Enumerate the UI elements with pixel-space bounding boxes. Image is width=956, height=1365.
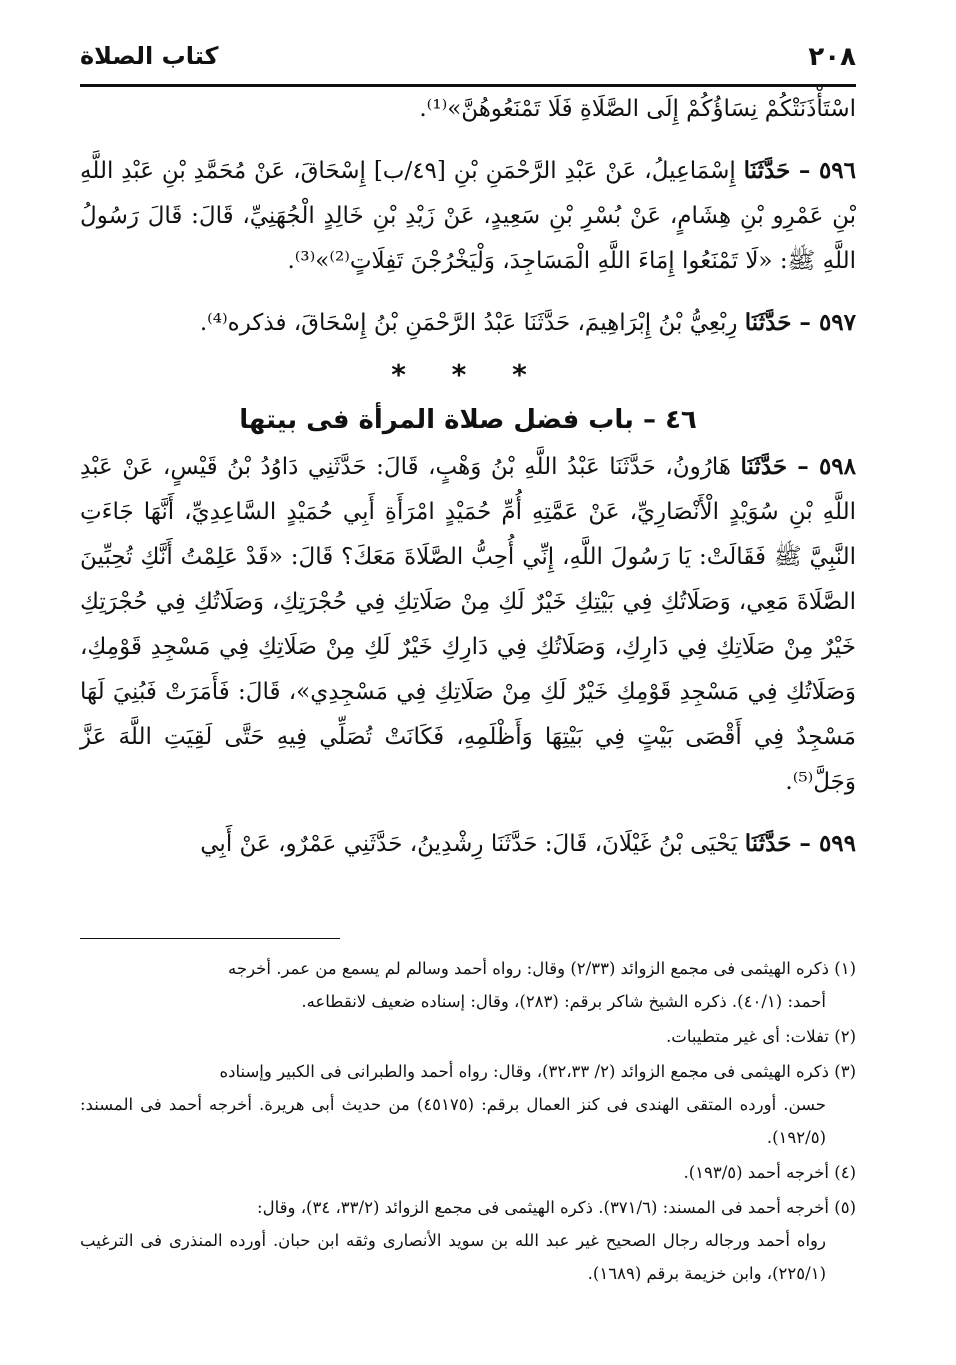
- hadith-598: [80, 444, 856, 805]
- footnote-text: تفلات: أى غير متطيبات.: [666, 1027, 835, 1046]
- hadith-597: [80, 300, 856, 346]
- footnote-marker: (٤): [834, 1163, 856, 1182]
- footnote-3: [80, 1055, 856, 1154]
- hadith-599: [80, 821, 856, 867]
- footnote-continuation: رواه أحمد ورجاله رجال الصحيح غير عبد الله بن سويد الأنصارى وثقه ابن حبان. أورده المنذرى فى الترغيب (٢٢٥/١)، وابن خزيمة برقم (١٦٨٩).: [80, 1231, 826, 1283]
- paragraph-continuation: [80, 87, 856, 132]
- hadith-text-598: هَارُونُ، حَدَّثَنَا عَبْدُ اللَّهِ بْنُ وَهْبٍ، قَالَ: حَدَّثَنِي دَاوُدُ بْنُ قَيْسٍ، عَنْ عَبْدِ اللَّهِ بْنِ سُوَيْدٍ الْأَنْصَارِيِّ، عَنْ عَمَّتِهِ أُمِّ حُمَيْدٍ امْرَأَةِ أَبِي حُمَيْدٍ السَّاعِدِيِّ، أَنَّهَا جَاءَتِ النَّبِيَّ ﷺ فَقَالَتْ: يَا رَسُولَ اللَّهِ، إِنِّي أُحِبُّ الصَّلَاةَ مَعَكَ؟ قَالَ: «قَدْ عَلِمْتُ أَنَّكِ تُحِبِّينَ الصَّلَاةَ مَعِي، وَصَلَاتُكِ فِي بَيْتِكِ خَيْرٌ لَكِ مِنْ صَلَاتِكِ فِي حُجْرَتِكِ، وَصَلَاتُكِ فِي حُجْرَتِكِ خَيْرٌ مِنْ صَلَاتِكِ فِي دَارِكِ، وَصَلَاتُكِ فِي دَارِكِ خَيْرٌ لَكِ مِنْ صَلَاتِكِ فِي مَسْجِدِ قَوْمِكِ، وَصَلَاتُكِ فِي مَسْجِدِ قَوْمِكِ خَيْرٌ لَكِ مِنْ صَلَاتِكِ فِي مَسْجِدِي»، قَالَ: فَأَمَرَتْ فَبُنِيَ لَهَا مَسْجِدٌ فِي أَقْصَى بَيْتٍ فِي بَيْتِهَا وَأَظْلَمِهِ، فَكَانَتْ تُصَلِّي فِيهِ حَتَّى لَقِيَتِ اللَّهَ عَزَّ وَجَلَّ⁽⁵⁾.: [80, 454, 856, 795]
- hadith-number-596: ٥٩٦ – حَدَّثَنَا: [743, 157, 856, 184]
- footnote-text: أخرجه أحمد (١٩٣/٥).: [683, 1163, 835, 1182]
- hadith-number-597: ٥٩٧ – حَدَّثَنَا: [744, 309, 856, 336]
- footnote-text: أخرجه أحمد فى المسند: (٣٧١/٦). ذكره الهيثمى فى مجمع الزوائد (٣٣/٢، ٣٤)، وقال:: [257, 1198, 835, 1217]
- hadith-text-599: يَحْيَى بْنُ غَيْلَانَ، قَالَ: حَدَّثَنَا رِشْدِينُ، حَدَّثَنِي عَمْرٌو، عَنْ أَبِي: [200, 831, 745, 857]
- book-title: كتاب الصلاة: [80, 42, 219, 70]
- footnote-5: [80, 1191, 856, 1290]
- footnote-continuation: حسن. أورده المتقى الهندى فى كنز العمال برقم: (٤٥١٧٥) من حديث أبى هريرة. أخرجه أحمد فى المسند: (١٩٢/٥).: [80, 1095, 826, 1147]
- section-stars: * * *: [391, 358, 545, 391]
- hadith-596: [80, 148, 856, 284]
- hadith-number-598: ٥٩٨ – حَدَّثَنَا: [740, 453, 857, 480]
- book-page: [80, 36, 856, 1336]
- footnote-marker: (٥): [834, 1198, 856, 1217]
- hadith-text-597: رِبْعِيُّ بْنُ إِبْرَاهِيمَ، حَدَّثَنَا عَبْدُ الرَّحْمَنِ بْنُ إِسْحَاقَ، فذكره⁽⁴⁾.: [199, 310, 745, 336]
- continuation-text: اسْتَأْذَنَتْكُمْ نِسَاؤُكُمْ إِلَى الصَّلَاةِ فَلَا تَمْنَعُوهُنَّ»⁽¹⁾.: [419, 96, 856, 122]
- footnote-1: [80, 952, 856, 1018]
- hadith-number-599: ٥٩٩ – حَدَّثَنَا: [744, 830, 856, 857]
- footnote-marker: (١): [834, 959, 856, 978]
- footnote-marker: (٢): [834, 1027, 856, 1046]
- footnote-text: ذكره الهيثمى فى مجمع الزوائد (٢/ ٣٢،٣٣)، وقال: رواه أحمد والطبرانى فى الكبير وإسناده: [219, 1062, 835, 1081]
- page-number: ٢٠٨: [808, 42, 856, 72]
- hadith-text-596: إِسْمَاعِيلُ، عَنْ عَبْدِ الرَّحْمَنِ بْنِ [٤٩/ب] إِسْحَاقَ، عَنْ مُحَمَّدِ بْنِ عَبْدِ اللَّهِ بْنِ عَمْرِو بْنِ هِشَامٍ، عَنْ بُسْرِ بْنِ سَعِيدٍ، عَنْ زَيْدِ بْنِ خَالِدٍ الْجُهَنِيِّ، قَالَ: قَالَ رَسُولُ اللَّهِ ﷺ: «لَا تَمْنَعُوا إِمَاءَ اللَّهِ الْمَسَاجِدَ، وَلْيَخْرُجْنَ تَفِلَاتٍ⁽²⁾»⁽³⁾.: [80, 158, 856, 274]
- chapter-title: ٤٦ – باب فضل صلاة المرأة فى بيتها: [239, 405, 697, 435]
- footnote-separator: [80, 938, 340, 939]
- main-text: [80, 87, 856, 867]
- footnote-marker: (٣): [834, 1062, 856, 1081]
- footnote-2: [80, 1020, 856, 1053]
- footnote-continuation: أحمد: (٤٠/١). ذكره الشيخ شاكر برقم: (٢٨٣)، وقال: إسناده ضعيف لانقطاعه.: [301, 992, 826, 1011]
- footnotes: [80, 952, 856, 1292]
- footnote-text: ذكره الهيثمى فى مجمع الزوائد (٢/٣٣) وقال: رواه أحمد وسالم لم يسمع من عمر. أخرجه: [228, 959, 835, 978]
- footnote-4: [80, 1156, 856, 1189]
- page-header: [80, 36, 856, 87]
